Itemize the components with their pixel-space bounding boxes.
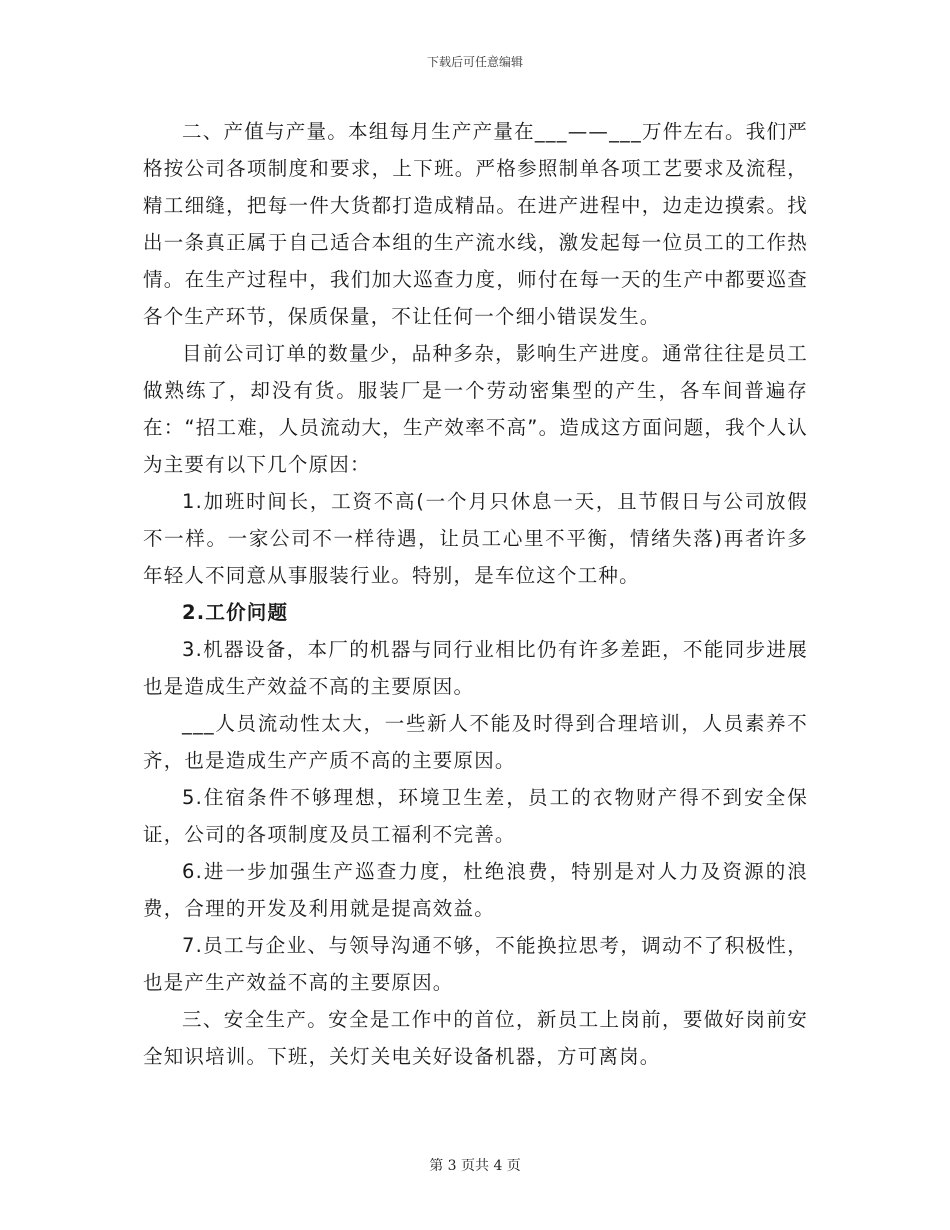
list-item-2-heading: 2.工价问题: [182, 601, 289, 624]
paragraph-current-orders: 目前公司订单的数量少，品种多杂，影响生产进度。通常往往是员工做熟练了，却没有货。服装厂是一个劳动密集型的产生，各车间普遍存在：“招工难，人员流动大，生产效率不高”。造成这方面问题，我个人认为主要有以下几个原因：: [143, 342, 808, 476]
document-body: [143, 113, 808, 1075]
paragraph-safety: 三、安全生产。安全是工作中的首位，新员工上岗前，要做好岗前安全知识培训。下班，关灯关电关好设备机器，方可离岗。: [143, 1008, 808, 1068]
header-note: 下载后可任意编辑: [426, 55, 523, 69]
list-item-4: ___人员流动性太大，一些新人不能及时得到合理培训，人员素养不齐，也是造成生产产质不高的主要原因。: [143, 712, 808, 772]
page-number: 第 3 页共 4 页: [429, 1158, 521, 1174]
list-item-1: 1.加班时间长，工资不高(一个月只休息一天，且节假日与公司放假不一样。一家公司不一样待遇，让员工心里不平衡，情绪失落)再者许多年轻人不同意从事服装行业。特别，是车位这个工种。: [143, 490, 808, 587]
list-item-5: 5.住宿条件不够理想，环境卫生差，员工的衣物财产得不到安全保证，公司的各项制度及员工福利不完善。: [143, 786, 808, 846]
paragraph-production-output: 二、产值与产量。本组每月生产产量在___——___万件左右。我们严格按公司各项制度和要求，上下班。严格参照制单各项工艺要求及流程，精工细缝，把每一件大货都打造成精品。在进产进程中，边走边摸索。找出一条真正属于自己适合本组的生产流水线，激发起每一位员工的工作热情。在生产过程中，我们加大巡查力度，师付在每一天的生产中都要巡查各个生产环节，保质保量，不让任何一个细小错误发生。: [143, 120, 808, 328]
list-item-3: 3.机器设备，本厂的机器与同行业相比仍有许多差距，不能同步进展也是造成生产效益不高的主要原因。: [143, 638, 808, 698]
list-item-7: 7.员工与企业、与领导沟通不够，不能换拉思考，调动不了积极性，也是产生产效益不高的主要原因。: [143, 934, 808, 994]
list-item-6: 6.进一步加强生产巡查力度，杜绝浪费，特别是对人力及资源的浪费，合理的开发及利用就是提高效益。: [143, 860, 808, 920]
